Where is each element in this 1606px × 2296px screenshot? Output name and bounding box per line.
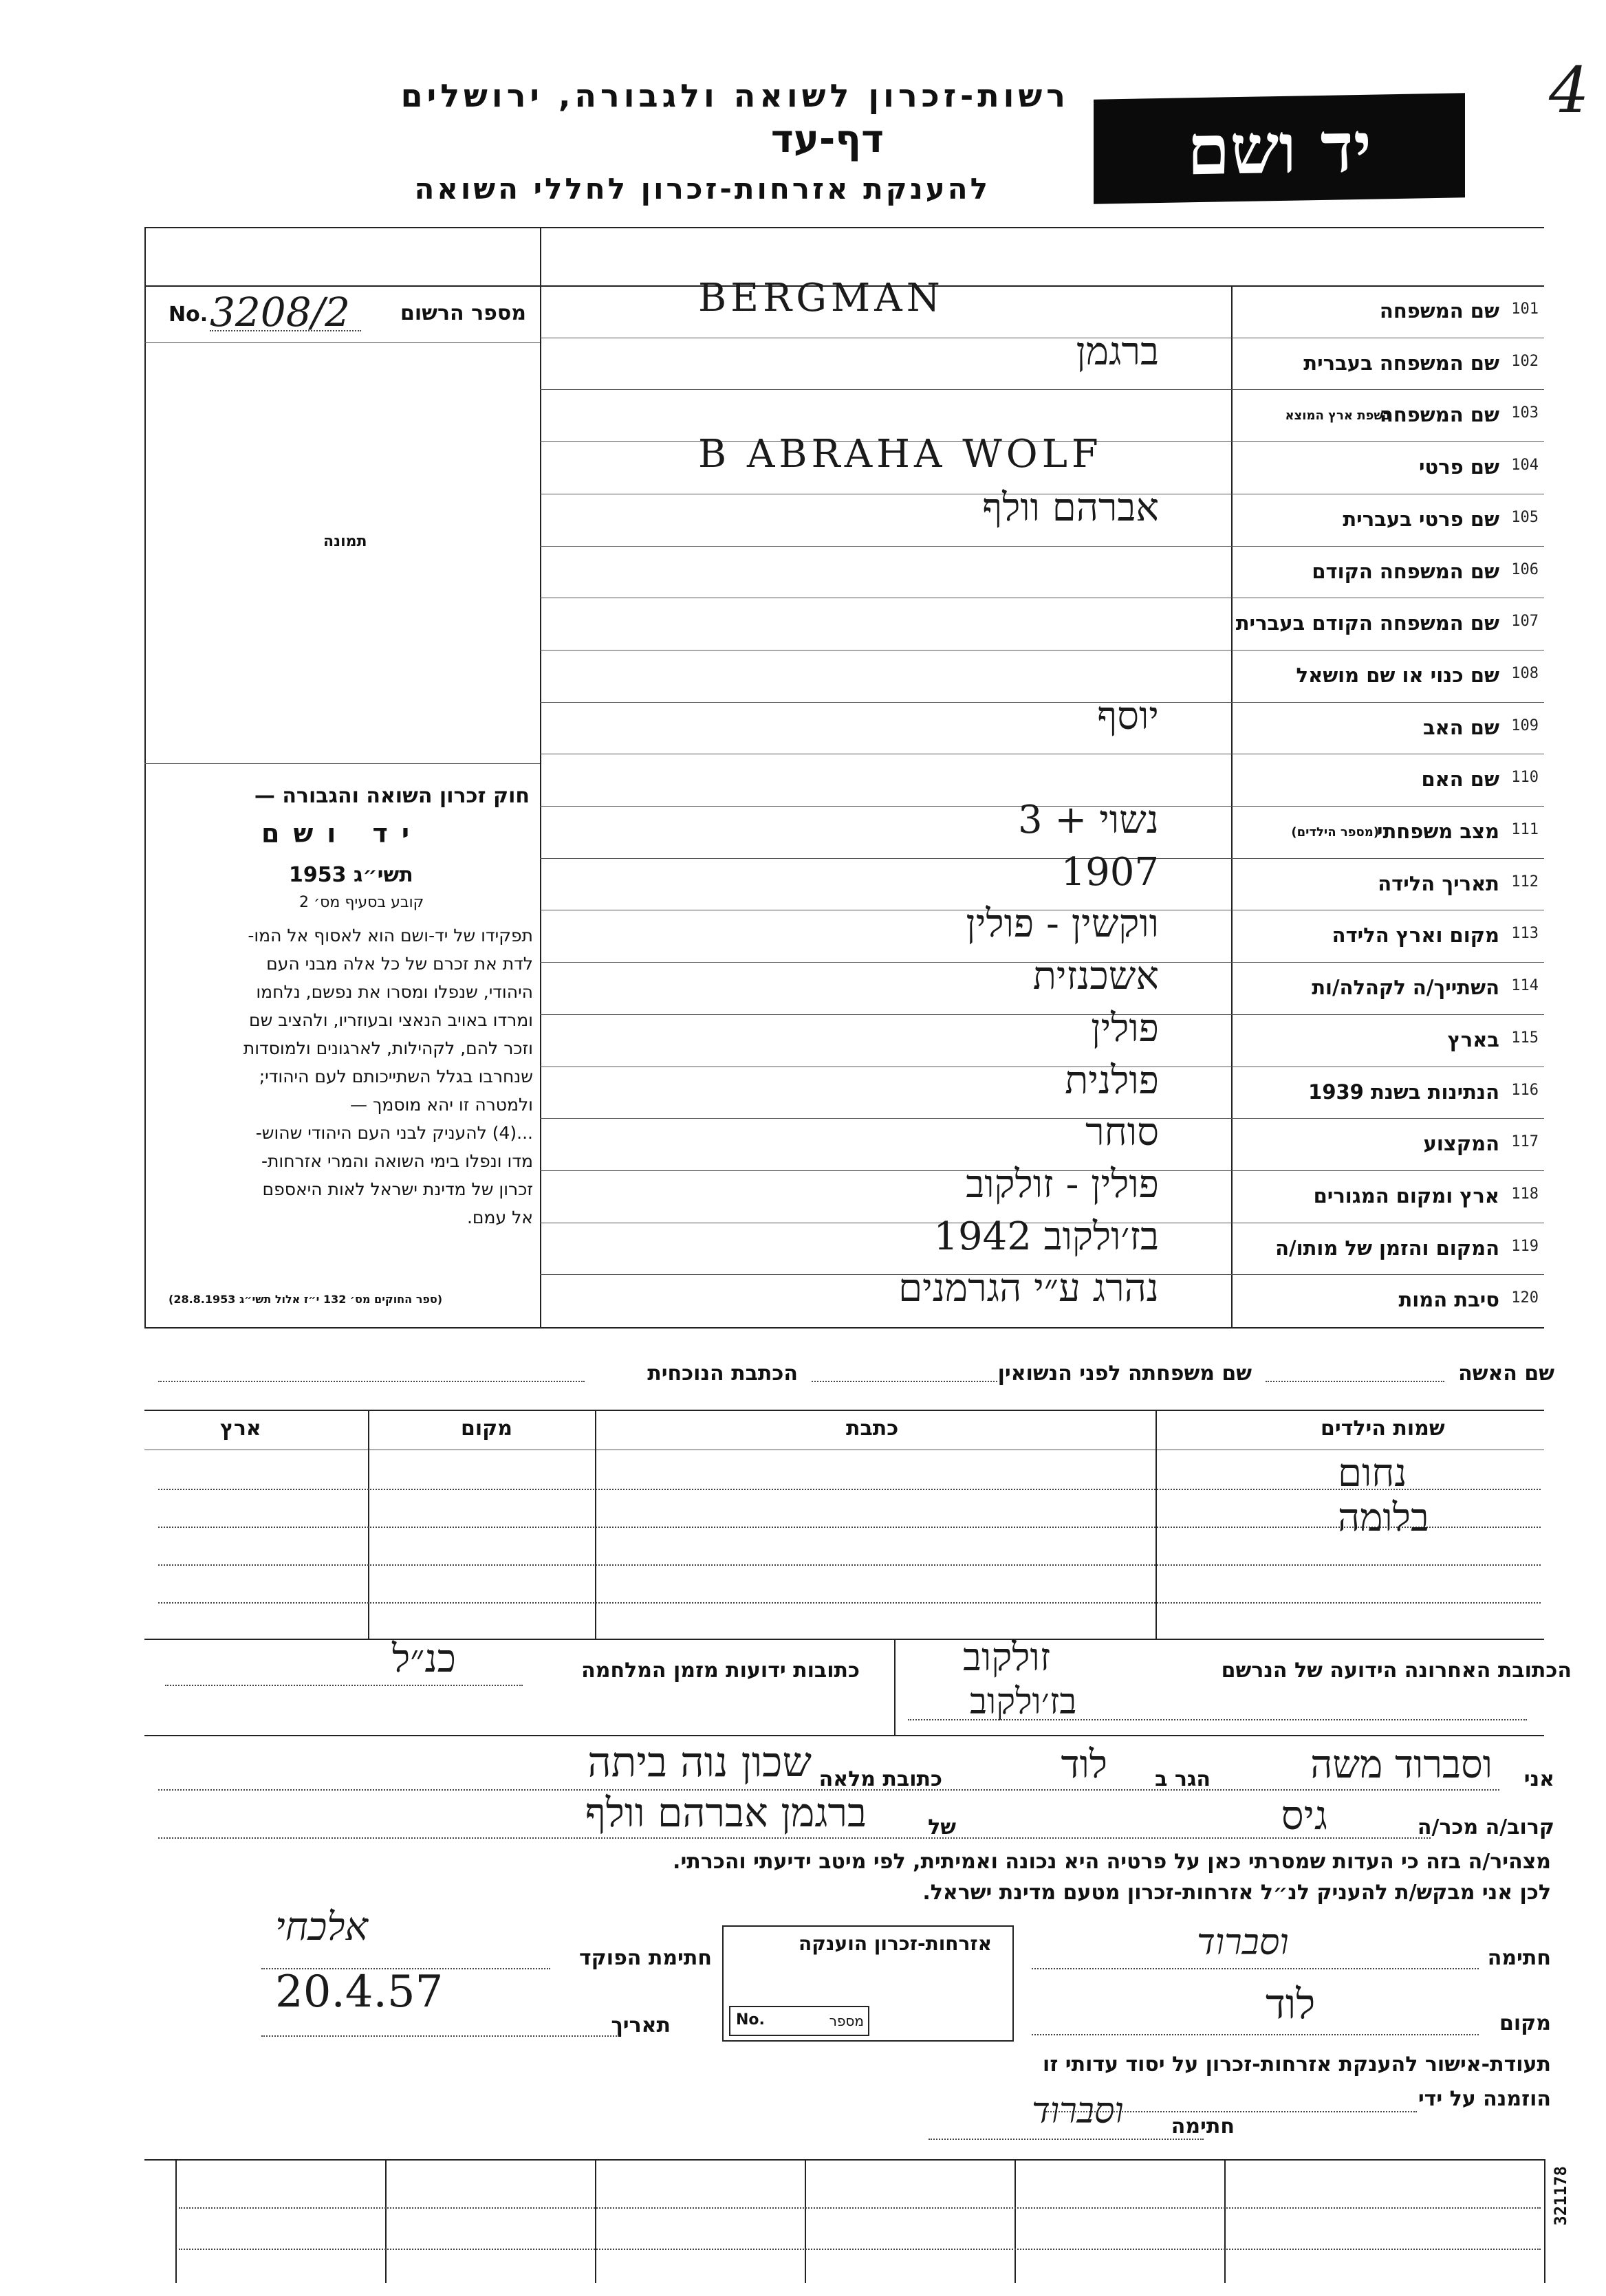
field-number: 116	[1511, 1081, 1539, 1099]
field-value: B ABRAHA WOLF	[698, 432, 1103, 477]
law-name: יד ושם	[261, 818, 424, 849]
field-value: בז׳ולקוב 1942	[933, 1214, 1159, 1259]
law-line: היהודי, שנפלו ומסרו את נפשם, נלחמו	[256, 982, 533, 1002]
field-value: BERGMAN	[698, 276, 944, 320]
registry-divider	[144, 342, 540, 343]
citizenship-box	[722, 1925, 1014, 2042]
field-label: המקצוע	[1423, 1132, 1499, 1156]
law-line: לדת את זכרם של כל אלה מבני העם	[266, 954, 533, 974]
field-row-108	[540, 650, 1544, 702]
frame-top	[144, 227, 1544, 228]
law-line: מדו ונפלו בימי השואה והמרי אזרחות-	[261, 1151, 533, 1171]
field-label: השתייך/ה לקהלה/ות	[1312, 976, 1499, 1000]
children-header-country: ארץ	[220, 1417, 261, 1441]
field-number: 111	[1511, 821, 1539, 838]
field-row-114	[540, 954, 1544, 1014]
law-line: אל עמם.	[466, 1207, 533, 1227]
law-line: ...(4) להעניק לבני העם היהודי שהוש-	[255, 1123, 533, 1143]
law-body	[165, 921, 533, 1232]
field-label: תאריך הלידה	[1378, 871, 1499, 895]
declarant-row	[158, 1740, 1554, 1795]
date-label: תאריך	[611, 2013, 671, 2037]
field-label-note: (מספר הילדים)	[1291, 825, 1379, 840]
field-number: 114	[1511, 977, 1539, 995]
wife-address-label: הכתבת הנוכחית	[647, 1362, 798, 1386]
approval-line1: תעודת-אישור להענקת אזרחות-זכרון על יסוד עדותי זו	[1043, 2053, 1551, 2077]
box-no: No.	[736, 2011, 765, 2029]
field-number: 107	[1511, 613, 1539, 631]
wife-label: שם האשה	[1458, 1362, 1554, 1386]
signature-value: וסברוד	[1197, 1922, 1289, 1963]
child-name: נחום	[1338, 1451, 1407, 1496]
wartime-address-value: כנ״ל	[392, 1637, 457, 1681]
field-label: שם כנוי או שם מושאל	[1296, 663, 1499, 687]
field-label: מקום וארץ הלידה	[1332, 923, 1499, 948]
registry-value: 3208/2	[210, 289, 351, 336]
field-row-105	[540, 485, 1544, 546]
field-label: המקום והזמן של מותו/ה	[1275, 1236, 1499, 1260]
field-label: שם המשפחה	[1379, 403, 1499, 427]
field-value: אברהם וולף	[982, 485, 1159, 530]
field-label: בארץ	[1447, 1027, 1499, 1051]
field-number: 109	[1511, 717, 1539, 734]
approval-signature-value: וסברוד	[1032, 2090, 1124, 2132]
field-number: 104	[1511, 457, 1539, 474]
field-value: אשכנזית	[1032, 954, 1159, 999]
field-label: ארץ ומקום המגורים	[1313, 1183, 1499, 1207]
field-number: 110	[1511, 769, 1539, 787]
field-value: ברגמן	[1076, 329, 1159, 374]
last-address-value-2: בז׳ולקוב	[970, 1681, 1077, 1723]
field-label: מצב משפחתי	[1376, 820, 1499, 843]
law-line: ומרדו באויב הנאצי ובעוזריו, ולהציב שם	[249, 1010, 533, 1030]
field-value: יוסף	[1097, 693, 1159, 739]
header-line1: רשות-זכרון לשואה ולגבורה, ירושלים	[400, 77, 1070, 114]
field-label-note: בשפת ארץ המוצא	[1285, 408, 1391, 424]
law-year: תשי״ג 1953	[289, 863, 413, 887]
law-line: תפקידו של יד-ושם הוא לאסוף אל המו-	[248, 926, 533, 945]
law-line: שנחרבו בגלל השתייכותם לעם היהודי;	[259, 1067, 533, 1086]
bottom-grid-top	[144, 2159, 1544, 2161]
registry-prefix: No.	[169, 303, 208, 327]
declarant-address-value: שכון נוה ביתה	[587, 1738, 812, 1786]
relative-of-value: ברגמן אברהם וולף	[585, 1789, 867, 1836]
field-row-101	[540, 276, 1544, 338]
field-label: שם האב	[1422, 715, 1499, 739]
relative-value: גיס	[1281, 1792, 1327, 1839]
wartime-address-label: כתובות ידועות מזמן המלחמה	[581, 1659, 860, 1683]
approval-signature-label: חתימה	[1171, 2114, 1235, 2139]
field-number: 103	[1511, 404, 1539, 422]
place-label: מקום	[1499, 2011, 1551, 2035]
field-label: שם המשפחה הקודם	[1312, 559, 1499, 583]
clerk-signature-label: חתימת הפוקד	[579, 1946, 712, 1970]
field-number: 108	[1511, 664, 1539, 682]
field-label: הנתינות בשנת 1939	[1308, 1080, 1499, 1104]
page-number: 4	[1549, 54, 1589, 127]
field-label: שם פרטי	[1418, 455, 1499, 479]
yad-vashem-logo	[1094, 93, 1465, 204]
field-label: סיבת המות	[1398, 1288, 1499, 1312]
field-value: ווקשין - פולין	[966, 901, 1159, 947]
box-title: אזרחות-זכרון הוענקה	[799, 1932, 992, 1955]
field-number: 120	[1511, 1289, 1539, 1307]
declarant-living-value: לוד	[1061, 1742, 1107, 1787]
field-number: 117	[1511, 1133, 1539, 1151]
field-row-116	[540, 1058, 1544, 1119]
law-title: חוק זכרון השואה והגבורה —	[254, 784, 530, 808]
field-number: 101	[1511, 300, 1539, 318]
field-row-102	[540, 329, 1544, 390]
field-number: 102	[1511, 352, 1539, 370]
frame-left	[144, 227, 146, 1327]
children-header-names: שמות הילדים	[1321, 1417, 1445, 1441]
declarant-i-label: אני	[1523, 1767, 1554, 1791]
field-label: שם האם	[1421, 767, 1499, 791]
declaration-line1: מצהיר/ה בזה כי העדות שמסרתי כאן על פרטיה היא נכונה ואמיתית, לפי מיטב ידיעתי והכרתי.	[673, 1850, 1551, 1874]
law-line: זכרון של מדינת ישראל לאות היאספם	[262, 1179, 533, 1199]
declarant-address-label: כתובת מלאה	[818, 1767, 942, 1791]
field-value: 1907	[1061, 849, 1159, 895]
field-number: 119	[1511, 1237, 1539, 1255]
date-value: 20.4.57	[275, 1967, 444, 2018]
box-number-area	[729, 2006, 869, 2036]
registry-label: מספר הרשום	[400, 301, 526, 325]
last-address-value: זולקוב	[963, 1635, 1051, 1680]
field-row-107	[540, 598, 1544, 650]
field-label: שם פרטי בעברית	[1343, 507, 1499, 531]
field-row-115	[540, 1005, 1544, 1067]
signature-label: חתימה	[1487, 1946, 1551, 1970]
law-clause: קובע בסעיף מס׳ 2	[299, 894, 424, 911]
field-value: פולין	[1091, 1005, 1159, 1051]
child-name: בלומה	[1338, 1496, 1429, 1540]
declarant-name: וסברוד משה	[1310, 1742, 1493, 1787]
children-bottom	[144, 1639, 1544, 1640]
children-header-address: כתבת	[846, 1417, 899, 1441]
field-label: שם המשפחה בעברית	[1303, 351, 1499, 375]
field-number: 113	[1511, 925, 1539, 943]
field-row-106	[540, 546, 1544, 598]
logo-text: יד ושם	[1187, 106, 1371, 191]
photo-label: תמונה	[323, 533, 367, 550]
relative-row	[158, 1789, 1554, 1843]
children-col3	[368, 1410, 369, 1639]
field-number: 112	[1511, 873, 1539, 890]
field-label: שם המשפחה	[1379, 299, 1499, 322]
field-row-111	[540, 798, 1544, 858]
field-value: פולנית	[1065, 1058, 1159, 1103]
header-line3: להענקת אזרחות-זכרון לחללי השואה	[414, 172, 990, 206]
field-number: 105	[1511, 508, 1539, 526]
law-line: ולמטרה זו יהא מוסמך —	[350, 1095, 533, 1115]
declarant-living-label: הגר ב	[1155, 1767, 1211, 1791]
frame-bottom	[144, 1327, 1544, 1329]
clerk-signature-value: אלכחי	[275, 1905, 368, 1949]
box-number-label: מספר	[829, 2013, 864, 2029]
place-value: לוד	[1266, 1980, 1316, 2029]
registry-number	[169, 289, 533, 337]
field-row-120	[540, 1266, 1544, 1326]
law-line: וזכר להם, לקהילות, לארגונים ולמוסדות	[243, 1038, 533, 1058]
declaration-line2: לכן אני מבקש/ת להעניק לנ״ל אזרחות-זכרון מטעם מדינת ישראל.	[922, 1881, 1551, 1905]
field-number: 118	[1511, 1185, 1539, 1203]
field-value: נשוי + 3	[1017, 798, 1159, 842]
children-col1	[1155, 1410, 1157, 1639]
law-footnote: (ספר החוקים מס׳ 132 י״ז אלול תשי״ג 28.8.1953)	[169, 1293, 443, 1306]
approval-line2: הוזמנה על ידי	[1418, 2087, 1551, 2111]
field-number: 106	[1511, 560, 1539, 578]
field-value: סוחר	[1085, 1110, 1159, 1155]
field-value: פולין - זולקוב	[966, 1161, 1159, 1207]
address-divider	[894, 1639, 896, 1735]
last-address-label: הכתובת האחרונה הידועה של הנרשם	[1221, 1659, 1572, 1683]
relative-label: קרוב/ה מכר/ה	[1417, 1815, 1554, 1839]
address-bottom	[144, 1735, 1544, 1736]
field-value: נהרג ע״י הגרמנים	[898, 1266, 1159, 1311]
children-header-place: מקום	[461, 1417, 512, 1441]
wife-row	[158, 1355, 1554, 1389]
field-number: 115	[1511, 1029, 1539, 1047]
children-top	[144, 1410, 1544, 1411]
side-stamp: 321178	[1551, 2166, 1570, 2226]
wife-maiden-label: שם משפחתה לפני הנשואין	[997, 1362, 1252, 1386]
children-col2	[595, 1410, 596, 1639]
field-label: שם המשפחה הקודם בעברית	[1235, 611, 1499, 635]
header-title: דף-עד	[770, 117, 884, 162]
field-row-109	[540, 693, 1544, 754]
photo-divider	[144, 763, 540, 764]
relative-of-label: של	[928, 1815, 956, 1839]
